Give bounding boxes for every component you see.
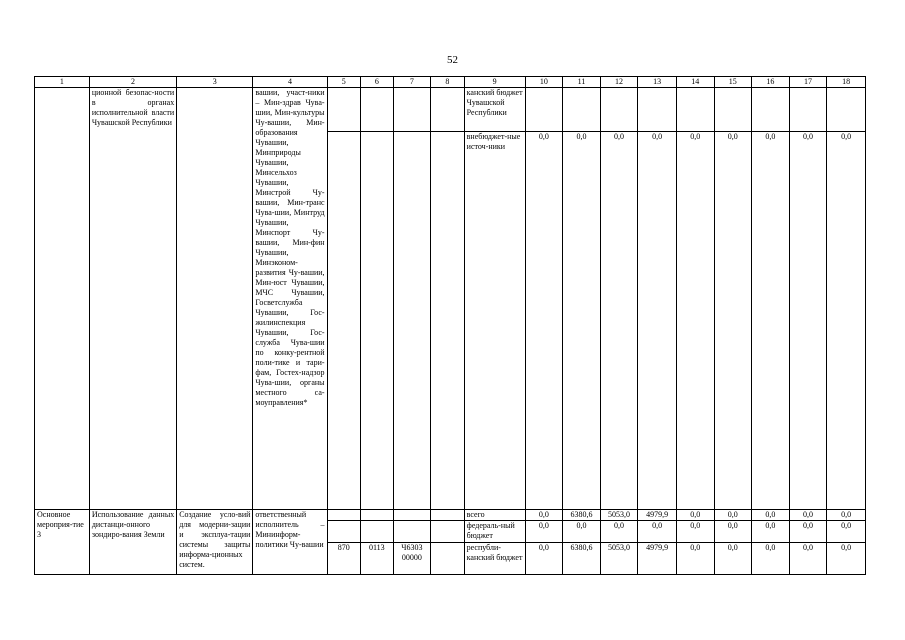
value-cell: 0,0 (714, 132, 752, 510)
event-executor: ответственный исполнитель – Мининформ-политики Чу-вашии (253, 510, 327, 575)
value-cell: 0,0 (676, 132, 714, 510)
value-cell: 0,0 (525, 543, 563, 575)
value-cell: 0,0 (827, 543, 866, 575)
cell-col1 (35, 88, 90, 510)
value-cell: 0,0 (676, 510, 714, 521)
cell-col2: ционной безопас-ности в органах исполнительной власти Чувашской Республики (89, 88, 176, 510)
budget-code-grbs: 870 (327, 543, 361, 575)
column-header: 3 (177, 77, 253, 88)
value-cell: 0,0 (752, 132, 790, 510)
value-cell: 0,0 (827, 510, 866, 521)
funding-source: внебюджет-ные источ-ники (464, 132, 525, 510)
value-cell (638, 88, 677, 132)
table-row (35, 510, 866, 521)
event-number: Основное мероприя-тие 3 (35, 510, 90, 575)
value-cell: 4979,9 (638, 510, 677, 521)
value-cell: 0,0 (600, 132, 638, 510)
budget-code-target: Ч6303 00000 (393, 543, 431, 575)
cell-col5 (327, 132, 361, 510)
cell-col7 (393, 510, 431, 521)
funding-source: республи-канский бюджет (464, 543, 525, 575)
table-row (35, 88, 866, 132)
cell-col8 (431, 521, 465, 543)
value-cell: 0,0 (827, 521, 866, 543)
column-header: 5 (327, 77, 361, 88)
budget-code-section: 0113 (361, 543, 394, 575)
cell-col8 (431, 510, 465, 521)
value-cell: 0,0 (827, 132, 866, 510)
event-purpose: Создание усло-вий для модерни-зации и эксплуа-тации системы защиты информа-ционных систем. (177, 510, 253, 575)
cell-col7 (393, 132, 431, 510)
column-header: 2 (89, 77, 176, 88)
column-header: 14 (676, 77, 714, 88)
value-cell (827, 88, 866, 132)
value-cell: 0,0 (525, 510, 563, 521)
event-name: Использование данных дистанци-онного зондиро-вания Земли (89, 510, 176, 575)
cell-col6 (361, 521, 394, 543)
column-header: 16 (752, 77, 790, 88)
value-cell: 0,0 (789, 132, 827, 510)
budget-table (34, 76, 866, 575)
budget-code-type (431, 543, 465, 575)
cell-col6 (361, 510, 394, 521)
value-cell (600, 88, 638, 132)
value-cell: 0,0 (714, 543, 752, 575)
value-cell: 5053,0 (600, 510, 638, 521)
column-header: 7 (393, 77, 431, 88)
value-cell: 0,0 (525, 132, 563, 510)
value-cell: 0,0 (789, 543, 827, 575)
cell-col7 (393, 521, 431, 543)
cell-col5 (327, 88, 361, 132)
value-cell: 0,0 (563, 521, 601, 543)
value-cell: 0,0 (638, 521, 677, 543)
column-header: 8 (431, 77, 465, 88)
column-header: 18 (827, 77, 866, 88)
value-cell: 5053,0 (600, 543, 638, 575)
cell-col8 (431, 88, 465, 132)
page-number: 52 (447, 54, 458, 66)
value-cell: 0,0 (676, 543, 714, 575)
value-cell: 0,0 (752, 543, 790, 575)
column-header: 4 (253, 77, 327, 88)
funding-source: всего (464, 510, 525, 521)
value-cell: 0,0 (752, 521, 790, 543)
cell-col6 (361, 132, 394, 510)
column-header: 12 (600, 77, 638, 88)
column-header: 6 (361, 77, 394, 88)
value-cell (525, 88, 563, 132)
cell-col3 (177, 88, 253, 510)
value-cell: 0,0 (789, 510, 827, 521)
value-cell: 0,0 (714, 510, 752, 521)
value-cell: 0,0 (563, 132, 601, 510)
column-header: 13 (638, 77, 677, 88)
column-header: 1 (35, 77, 90, 88)
value-cell: 6380,6 (563, 510, 601, 521)
value-cell: 0,0 (714, 521, 752, 543)
header-row (35, 77, 866, 88)
value-cell (752, 88, 790, 132)
value-cell: 0,0 (525, 521, 563, 543)
cell-col6 (361, 88, 394, 132)
funding-source: федераль-ный бюджет (464, 521, 525, 543)
value-cell (714, 88, 752, 132)
cell-col4: вашии, участ-ники – Мин-здрав Чува-шии, Мин-культуры Чу-вашии, Мин-образования Чувашии, Минприроды Чувашии, Минсельхоз Чувашии, Минстрой Чу-вашии, Мин-транс Чува-шии, Минтруд Чувашии, Минспорт Чу-вашии, Мин-фин Чувашии, Минэконом-развития Чу-вашии, Мин-юст Чувашии, МЧС Чувашии, Госветслужба Чувашии, Гос-жилинспекция Чувашии, Гос-служба Чува-шии по конку-рентной поли-тике и тари-фам, Гостех-надзор Чува-шии, органы местного са-моуправления* (253, 88, 327, 510)
value-cell: 0,0 (638, 132, 677, 510)
funding-source: канский бюджет Чувашской Республики (464, 88, 525, 132)
table-body (35, 77, 866, 575)
column-header: 11 (563, 77, 601, 88)
value-cell: 4979,9 (638, 543, 677, 575)
value-cell: 0,0 (752, 510, 790, 521)
cell-col8 (431, 132, 465, 510)
value-cell: 0,0 (600, 521, 638, 543)
value-cell: 0,0 (789, 521, 827, 543)
value-cell: 0,0 (676, 521, 714, 543)
column-header: 10 (525, 77, 563, 88)
cell-col5 (327, 521, 361, 543)
column-header: 15 (714, 77, 752, 88)
cell-col5 (327, 510, 361, 521)
column-header: 9 (464, 77, 525, 88)
value-cell (676, 88, 714, 132)
cell-col7 (393, 88, 431, 132)
value-cell (563, 88, 601, 132)
value-cell: 6380,6 (563, 543, 601, 575)
value-cell (789, 88, 827, 132)
column-header: 17 (789, 77, 827, 88)
